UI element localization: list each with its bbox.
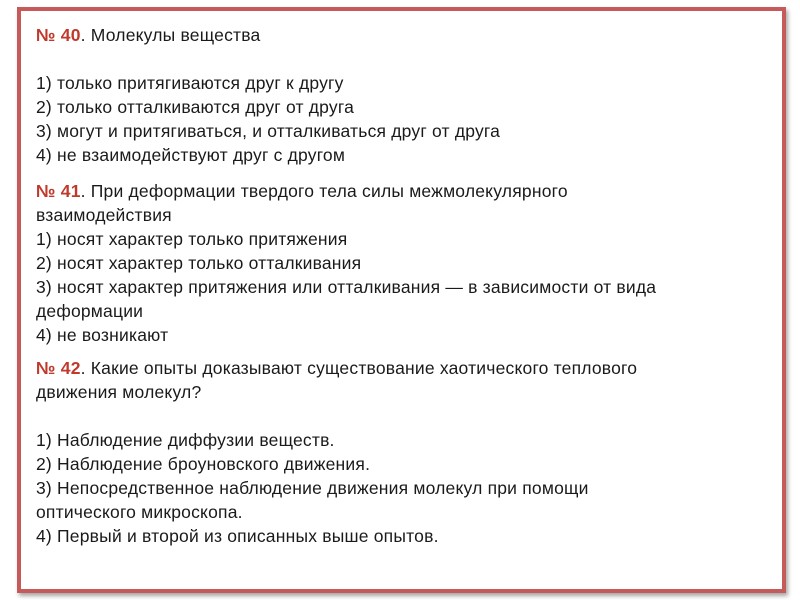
question-42-title-text: . Какие опыты доказывают существование хаотического теплового: [80, 358, 638, 378]
question-41-title-text: . При деформации твердого тела силы межмолекулярного: [80, 181, 568, 201]
question-40: [36, 23, 500, 167]
question-42-option-2: 2) Наблюдение броуновского движения.: [36, 454, 371, 474]
question-40-option-3: 3) могут и притягиваться, и отталкиваться друг от друга: [36, 121, 501, 141]
question-41-number: № 41: [36, 181, 81, 201]
question-41-title: [36, 179, 656, 203]
question-40-option-4: 4) не взаимодействуют друг с другом: [36, 145, 346, 165]
question-40-title: [36, 23, 500, 47]
question-41-option-1: 1) носят характер только притяжения: [36, 229, 348, 249]
spacer: [36, 404, 637, 428]
question-42-option-3-continued: оптического микроскопа.: [36, 502, 243, 522]
question-42: [36, 356, 637, 548]
question-41-title-continued: взаимодействия: [36, 205, 172, 225]
question-40-number: № 40: [36, 25, 81, 45]
question-41-option-3-continued: деформации: [36, 301, 144, 321]
question-41: [36, 179, 656, 347]
question-41-option-2: 2) носят характер только отталкивания: [36, 253, 362, 273]
question-42-title-continued: движения молекул?: [36, 382, 202, 402]
question-42-number: № 42: [36, 358, 81, 378]
question-40-option-1: 1) только притягиваются друг к другу: [36, 73, 344, 93]
question-42-option-3: 3) Непосредственное наблюдение движения молекул при помощи: [36, 478, 589, 498]
question-42-title: [36, 356, 637, 380]
question-42-option-1: 1) Наблюдение диффузии веществ.: [36, 430, 335, 450]
question-41-option-3: 3) носят характер притяжения или отталкивания — в зависимости от вида: [36, 277, 657, 297]
spacer: [36, 47, 500, 71]
question-40-title-text: . Молекулы вещества: [80, 25, 261, 45]
question-40-option-2: 2) только отталкиваются друг от друга: [36, 97, 354, 117]
question-41-option-4: 4) не возникают: [36, 325, 169, 345]
question-42-option-4: 4) Первый и второй из описанных выше опытов.: [36, 526, 439, 546]
